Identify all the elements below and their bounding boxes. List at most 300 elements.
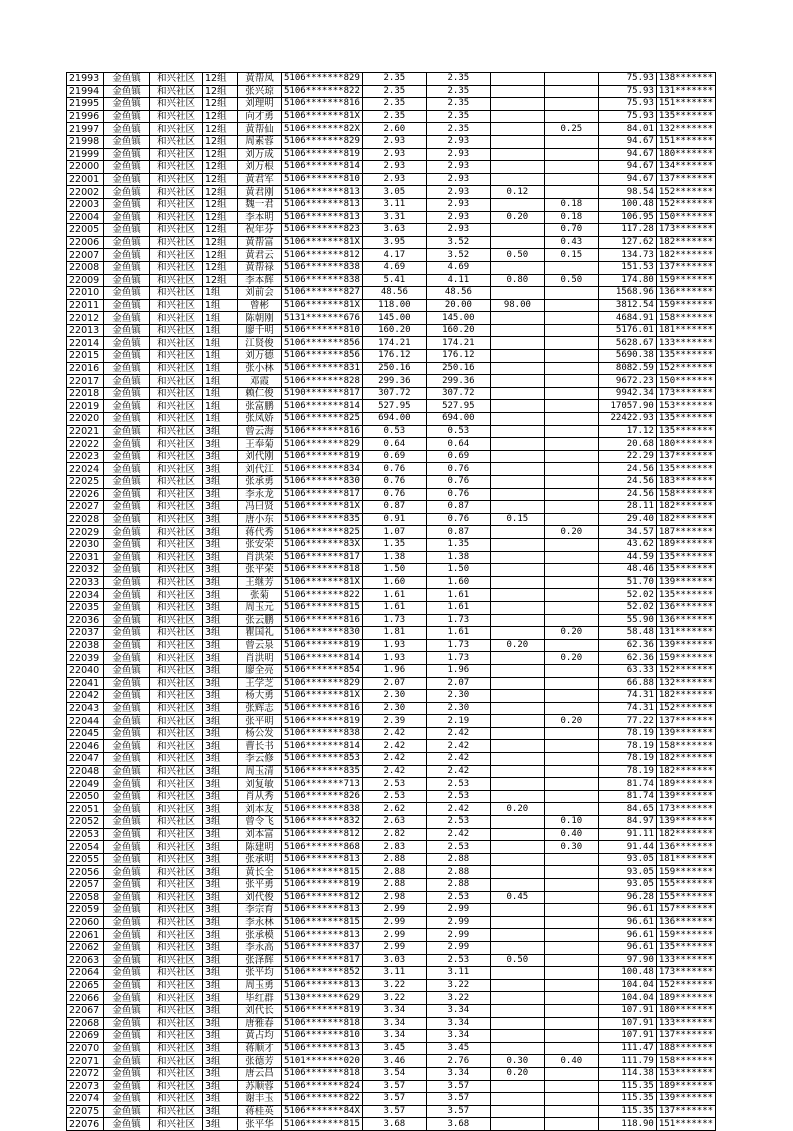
cell-town: 金鱼镇: [104, 727, 150, 740]
cell-area-c: [544, 753, 598, 766]
cell-phone-number: 152*******: [656, 198, 715, 211]
cell-town: 金鱼镇: [104, 261, 150, 274]
cell-row-index: 22032: [67, 564, 104, 577]
cell-total-area: 118.00: [362, 299, 426, 312]
cell-phone-number: 188*******: [656, 1042, 715, 1055]
cell-community: 和兴社区: [150, 879, 203, 892]
cell-group: 3组: [203, 526, 238, 539]
cell-id-number: 5106*******823: [282, 224, 363, 237]
cell-row-index: 22068: [67, 1017, 104, 1030]
cell-row-index: 21995: [67, 98, 104, 111]
cell-id-number: 5106*******815: [282, 866, 363, 879]
cell-amount: 104.04: [598, 992, 656, 1005]
cell-town: 金鱼镇: [104, 73, 150, 86]
cell-group: 1组: [203, 299, 238, 312]
cell-town: 金鱼镇: [104, 1055, 150, 1068]
cell-community: 和兴社区: [150, 463, 203, 476]
cell-amount: 28.11: [598, 501, 656, 514]
cell-area-c: [544, 891, 598, 904]
cell-amount: 62.36: [598, 652, 656, 665]
cell-row-index: 22044: [67, 715, 104, 728]
cell-phone-number: 159*******: [656, 866, 715, 879]
cell-row-index: 22045: [67, 727, 104, 740]
cell-person-name: 张富鹏: [238, 400, 282, 413]
cell-person-name: 曹长书: [238, 740, 282, 753]
cell-area-c: [544, 135, 598, 148]
cell-community: 和兴社区: [150, 211, 203, 224]
cell-id-number: 5106*******838: [282, 727, 363, 740]
table-row: [67, 967, 716, 980]
cell-person-name: 张兴琼: [238, 85, 282, 98]
cell-row-index: 22043: [67, 702, 104, 715]
cell-area-a: 2.88: [426, 853, 490, 866]
cell-area-b: [490, 941, 544, 954]
cell-area-b: [490, 375, 544, 388]
cell-area-c: 0.10: [544, 816, 598, 829]
cell-area-c: [544, 879, 598, 892]
cell-id-number: 5106*******814: [282, 161, 363, 174]
cell-group: 3组: [203, 1080, 238, 1093]
cell-total-area: 1.73: [362, 614, 426, 627]
cell-area-a: 3.22: [426, 992, 490, 1005]
cell-area-a: 145.00: [426, 312, 490, 325]
cell-person-name: 李本明: [238, 211, 282, 224]
cell-total-area: 1.35: [362, 538, 426, 551]
cell-area-c: [544, 551, 598, 564]
cell-person-name: 张泽辉: [238, 954, 282, 967]
cell-town: 金鱼镇: [104, 690, 150, 703]
cell-phone-number: 181*******: [656, 853, 715, 866]
cell-phone-number: 180*******: [656, 438, 715, 451]
cell-id-number: 5106*******819: [282, 879, 363, 892]
cell-amount: 111.47: [598, 1042, 656, 1055]
cell-row-index: 22018: [67, 387, 104, 400]
cell-town: 金鱼镇: [104, 841, 150, 854]
cell-row-index: 22001: [67, 173, 104, 186]
cell-area-b: 0.15: [490, 513, 544, 526]
cell-amount: 98.54: [598, 186, 656, 199]
cell-group: 3组: [203, 589, 238, 602]
cell-id-number: 5106*******829: [282, 73, 363, 86]
cell-person-name: 张菊: [238, 589, 282, 602]
cell-phone-number: 182*******: [656, 690, 715, 703]
cell-row-index: 22002: [67, 186, 104, 199]
cell-row-index: 22004: [67, 211, 104, 224]
cell-id-number: 5106*******856: [282, 337, 363, 350]
cell-row-index: 22061: [67, 929, 104, 942]
cell-row-index: 22014: [67, 337, 104, 350]
cell-area-a: 0.76: [426, 476, 490, 489]
cell-total-area: 1.81: [362, 627, 426, 640]
cell-group: 3组: [203, 677, 238, 690]
cell-area-c: 0.43: [544, 236, 598, 249]
cell-person-name: 张平华: [238, 1118, 282, 1131]
table-row: [67, 992, 716, 1005]
cell-amount: 77.22: [598, 715, 656, 728]
cell-town: 金鱼镇: [104, 1030, 150, 1043]
cell-group: 3组: [203, 765, 238, 778]
cell-area-b: [490, 816, 544, 829]
cell-area-c: [544, 1093, 598, 1106]
cell-id-number: 5106*******84X: [282, 1105, 363, 1118]
cell-community: 和兴社区: [150, 362, 203, 375]
cell-community: 和兴社区: [150, 1055, 203, 1068]
cell-town: 金鱼镇: [104, 753, 150, 766]
cell-area-b: [490, 627, 544, 640]
cell-group: 1组: [203, 387, 238, 400]
cell-phone-number: 137*******: [656, 261, 715, 274]
cell-area-b: 0.50: [490, 954, 544, 967]
cell-amount: 29.40: [598, 513, 656, 526]
table-row: [67, 954, 716, 967]
cell-amount: 96.61: [598, 941, 656, 954]
cell-person-name: 黄帮富: [238, 236, 282, 249]
cell-town: 金鱼镇: [104, 576, 150, 589]
cell-community: 和兴社区: [150, 337, 203, 350]
cell-community: 和兴社区: [150, 501, 203, 514]
cell-group: 3组: [203, 450, 238, 463]
cell-town: 金鱼镇: [104, 236, 150, 249]
cell-total-area: 1.93: [362, 652, 426, 665]
cell-row-index: 22076: [67, 1118, 104, 1131]
cell-person-name: 黄君云: [238, 249, 282, 262]
cell-group: 3组: [203, 1118, 238, 1131]
cell-group: 3组: [203, 904, 238, 917]
cell-total-area: 0.53: [362, 425, 426, 438]
cell-phone-number: 182*******: [656, 501, 715, 514]
cell-amount: 94.67: [598, 173, 656, 186]
cell-row-index: 22012: [67, 312, 104, 325]
cell-total-area: 2.30: [362, 690, 426, 703]
cell-group: 3组: [203, 1030, 238, 1043]
cell-person-name: 廖全亮: [238, 664, 282, 677]
cell-community: 和兴社区: [150, 627, 203, 640]
cell-amount: 107.91: [598, 1030, 656, 1043]
cell-community: 和兴社区: [150, 727, 203, 740]
cell-person-name: 黄帮凤: [238, 73, 282, 86]
cell-phone-number: 152*******: [656, 664, 715, 677]
cell-amount: 84.97: [598, 816, 656, 829]
cell-area-c: [544, 538, 598, 551]
cell-community: 和兴社区: [150, 790, 203, 803]
cell-group: 3组: [203, 488, 238, 501]
cell-amount: 93.05: [598, 879, 656, 892]
cell-community: 和兴社区: [150, 979, 203, 992]
table-row: [67, 941, 716, 954]
cell-total-area: 1.50: [362, 564, 426, 577]
cell-town: 金鱼镇: [104, 110, 150, 123]
cell-amount: 75.93: [598, 98, 656, 111]
cell-town: 金鱼镇: [104, 224, 150, 237]
cell-area-b: 0.80: [490, 274, 544, 287]
cell-id-number: 5106*******819: [282, 148, 363, 161]
cell-total-area: 2.42: [362, 740, 426, 753]
cell-community: 和兴社区: [150, 387, 203, 400]
cell-id-number: 5106*******817: [282, 954, 363, 967]
cell-total-area: 1.07: [362, 526, 426, 539]
cell-phone-number: 152*******: [656, 702, 715, 715]
cell-area-b: [490, 1080, 544, 1093]
cell-town: 金鱼镇: [104, 501, 150, 514]
cell-row-index: 22035: [67, 601, 104, 614]
cell-area-b: [490, 1105, 544, 1118]
cell-community: 和兴社区: [150, 753, 203, 766]
cell-amount: 107.91: [598, 1017, 656, 1030]
cell-town: 金鱼镇: [104, 967, 150, 980]
cell-area-b: [490, 753, 544, 766]
cell-group: 3组: [203, 929, 238, 942]
cell-id-number: 5106*******816: [282, 702, 363, 715]
cell-town: 金鱼镇: [104, 123, 150, 136]
cell-total-area: 2.93: [362, 148, 426, 161]
cell-town: 金鱼镇: [104, 715, 150, 728]
cell-person-name: 张安荣: [238, 538, 282, 551]
cell-community: 和兴社区: [150, 929, 203, 942]
table-row: [67, 1093, 716, 1106]
cell-area-b: [490, 690, 544, 703]
cell-row-index: 21993: [67, 73, 104, 86]
cell-id-number: 5106*******853: [282, 753, 363, 766]
cell-id-number: 5106*******831: [282, 362, 363, 375]
table-row: [67, 299, 716, 312]
cell-community: 和兴社区: [150, 249, 203, 262]
cell-area-b: [490, 967, 544, 980]
cell-community: 和兴社区: [150, 841, 203, 854]
cell-amount: 17.12: [598, 425, 656, 438]
cell-area-a: 250.16: [426, 362, 490, 375]
cell-area-a: 3.57: [426, 1080, 490, 1093]
cell-area-a: 1.38: [426, 551, 490, 564]
cell-total-area: 4.69: [362, 261, 426, 274]
cell-amount: 75.93: [598, 110, 656, 123]
cell-community: 和兴社区: [150, 576, 203, 589]
cell-area-a: 0.69: [426, 450, 490, 463]
cell-total-area: 250.16: [362, 362, 426, 375]
cell-area-c: [544, 73, 598, 86]
cell-row-index: 22024: [67, 463, 104, 476]
cell-row-index: 22010: [67, 287, 104, 300]
cell-amount: 118.90: [598, 1118, 656, 1131]
cell-id-number: 5106*******834: [282, 463, 363, 476]
cell-town: 金鱼镇: [104, 551, 150, 564]
cell-area-a: 1.61: [426, 627, 490, 640]
cell-amount: 93.05: [598, 866, 656, 879]
cell-area-b: 0.20: [490, 1067, 544, 1080]
cell-area-c: [544, 85, 598, 98]
cell-id-number: 5106*******819: [282, 1004, 363, 1017]
cell-area-c: 0.25: [544, 123, 598, 136]
table-row: [67, 841, 716, 854]
cell-id-number: 5106*******829: [282, 135, 363, 148]
cell-amount: 106.95: [598, 211, 656, 224]
cell-area-a: 3.34: [426, 1030, 490, 1043]
cell-amount: 58.48: [598, 627, 656, 640]
cell-amount: 115.35: [598, 1093, 656, 1106]
cell-area-a: 2.42: [426, 765, 490, 778]
cell-row-index: 22020: [67, 413, 104, 426]
cell-town: 金鱼镇: [104, 853, 150, 866]
cell-area-b: [490, 904, 544, 917]
cell-group: 12组: [203, 85, 238, 98]
cell-person-name: 周玉清: [238, 765, 282, 778]
cell-area-a: 48.56: [426, 287, 490, 300]
cell-community: 和兴社区: [150, 601, 203, 614]
cell-area-b: [490, 123, 544, 136]
cell-row-index: 22057: [67, 879, 104, 892]
cell-phone-number: 173*******: [656, 803, 715, 816]
cell-area-a: 160.20: [426, 324, 490, 337]
cell-area-b: [490, 916, 544, 929]
cell-group: 12组: [203, 123, 238, 136]
cell-phone-number: 173*******: [656, 387, 715, 400]
cell-area-c: [544, 425, 598, 438]
cell-area-c: [544, 450, 598, 463]
cell-phone-number: 152*******: [656, 979, 715, 992]
cell-community: 和兴社区: [150, 652, 203, 665]
cell-group: 1组: [203, 287, 238, 300]
cell-area-b: [490, 450, 544, 463]
cell-area-a: 2.42: [426, 753, 490, 766]
cell-town: 金鱼镇: [104, 1042, 150, 1055]
cell-amount: 55.90: [598, 614, 656, 627]
cell-area-c: 0.40: [544, 1055, 598, 1068]
cell-person-name: 蒋顺才: [238, 1042, 282, 1055]
cell-id-number: 5106*******852: [282, 967, 363, 980]
cell-town: 金鱼镇: [104, 979, 150, 992]
cell-area-a: 4.69: [426, 261, 490, 274]
table-row: [67, 98, 716, 111]
table-row: [67, 853, 716, 866]
data-table: [66, 72, 716, 1131]
cell-person-name: 周素蓉: [238, 135, 282, 148]
cell-area-a: 2.93: [426, 186, 490, 199]
cell-phone-number: 180*******: [656, 1004, 715, 1017]
cell-community: 和兴社区: [150, 186, 203, 199]
cell-area-c: [544, 375, 598, 388]
cell-area-a: 2.35: [426, 123, 490, 136]
cell-phone-number: 152*******: [656, 186, 715, 199]
cell-row-index: 22040: [67, 664, 104, 677]
cell-area-b: [490, 589, 544, 602]
cell-person-name: 曾云海: [238, 425, 282, 438]
cell-town: 金鱼镇: [104, 1093, 150, 1106]
cell-group: 3组: [203, 778, 238, 791]
cell-area-b: [490, 740, 544, 753]
cell-phone-number: 135*******: [656, 551, 715, 564]
cell-area-a: 2.53: [426, 891, 490, 904]
cell-area-c: [544, 261, 598, 274]
cell-person-name: 向才勇: [238, 110, 282, 123]
cell-town: 金鱼镇: [104, 488, 150, 501]
cell-amount: 81.74: [598, 778, 656, 791]
cell-id-number: 5106*******822: [282, 1093, 363, 1106]
cell-person-name: 张平勇: [238, 879, 282, 892]
cell-group: 3组: [203, 425, 238, 438]
cell-id-number: 5106*******832: [282, 816, 363, 829]
cell-area-a: 2.53: [426, 954, 490, 967]
cell-town: 金鱼镇: [104, 299, 150, 312]
cell-area-b: [490, 564, 544, 577]
cell-amount: 104.04: [598, 979, 656, 992]
cell-total-area: 145.00: [362, 312, 426, 325]
cell-total-area: 5.41: [362, 274, 426, 287]
cell-area-c: [544, 979, 598, 992]
cell-person-name: 李宗育: [238, 904, 282, 917]
table-row: [67, 161, 716, 174]
cell-total-area: 2.93: [362, 161, 426, 174]
cell-group: 3组: [203, 715, 238, 728]
cell-area-b: [490, 715, 544, 728]
cell-area-b: [490, 198, 544, 211]
cell-phone-number: 182*******: [656, 765, 715, 778]
cell-amount: 22422.93: [598, 413, 656, 426]
cell-town: 金鱼镇: [104, 387, 150, 400]
cell-total-area: 2.42: [362, 765, 426, 778]
cell-area-b: [490, 110, 544, 123]
cell-area-b: 0.20: [490, 639, 544, 652]
cell-total-area: 3.34: [362, 1030, 426, 1043]
cell-community: 和兴社区: [150, 236, 203, 249]
cell-person-name: 李永林: [238, 916, 282, 929]
cell-town: 金鱼镇: [104, 438, 150, 451]
table-row: [67, 324, 716, 337]
cell-row-index: 22011: [67, 299, 104, 312]
cell-area-c: [544, 904, 598, 917]
cell-area-b: [490, 324, 544, 337]
cell-group: 12组: [203, 161, 238, 174]
cell-area-b: [490, 438, 544, 451]
cell-area-a: 2.42: [426, 803, 490, 816]
cell-community: 和兴社区: [150, 677, 203, 690]
cell-total-area: 0.87: [362, 501, 426, 514]
cell-town: 金鱼镇: [104, 350, 150, 363]
table-row: [67, 1067, 716, 1080]
cell-group: 3组: [203, 639, 238, 652]
cell-row-index: 22005: [67, 224, 104, 237]
cell-total-area: 1.38: [362, 551, 426, 564]
cell-area-a: 3.57: [426, 1093, 490, 1106]
cell-person-name: 刘本富: [238, 828, 282, 841]
cell-amount: 20.68: [598, 438, 656, 451]
cell-row-index: 22034: [67, 589, 104, 602]
cell-area-c: [544, 1080, 598, 1093]
cell-phone-number: 135*******: [656, 413, 715, 426]
cell-town: 金鱼镇: [104, 249, 150, 262]
cell-area-c: [544, 148, 598, 161]
cell-id-number: 5106*******813: [282, 198, 363, 211]
cell-total-area: 2.42: [362, 727, 426, 740]
cell-id-number: 5106*******81X: [282, 501, 363, 514]
table-row: [67, 576, 716, 589]
cell-person-name: 张平明: [238, 715, 282, 728]
cell-area-b: 0.50: [490, 249, 544, 262]
cell-id-number: 5106*******814: [282, 652, 363, 665]
cell-person-name: 黄君军: [238, 173, 282, 186]
cell-id-number: 5106*******83X: [282, 538, 363, 551]
cell-area-b: [490, 538, 544, 551]
cell-group: 1组: [203, 312, 238, 325]
cell-community: 和兴社区: [150, 148, 203, 161]
cell-id-number: 5106*******810: [282, 324, 363, 337]
cell-phone-number: 182*******: [656, 513, 715, 526]
cell-town: 金鱼镇: [104, 198, 150, 211]
cell-phone-number: 137*******: [656, 1030, 715, 1043]
cell-id-number: 5106*******817: [282, 488, 363, 501]
cell-id-number: 5106*******813: [282, 1042, 363, 1055]
cell-area-b: [490, 224, 544, 237]
cell-person-name: 李永高: [238, 941, 282, 954]
cell-area-c: [544, 803, 598, 816]
